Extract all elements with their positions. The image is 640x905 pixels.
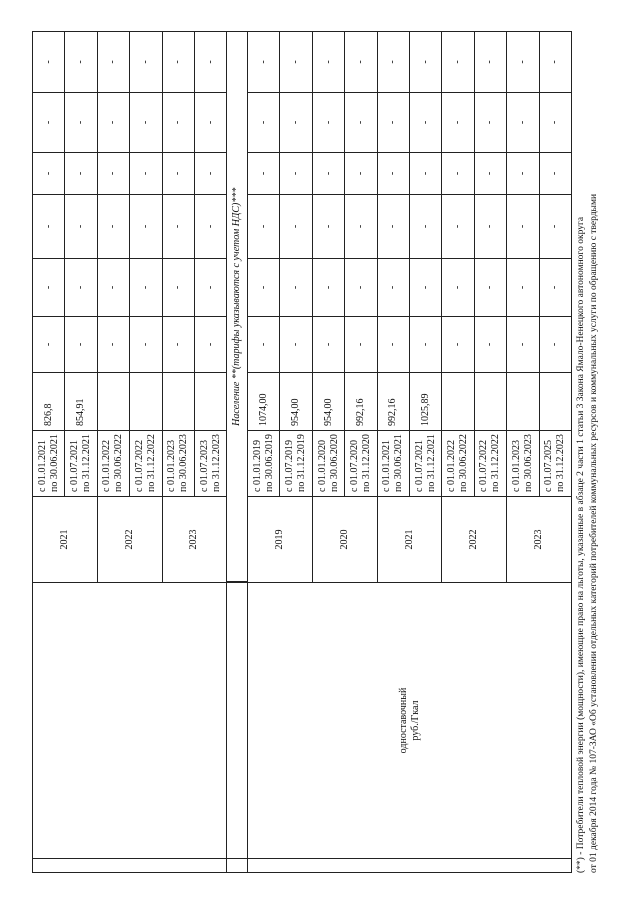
dash-cell: -	[97, 259, 129, 317]
dash-cell: -	[280, 153, 312, 195]
dash-cell: -	[162, 195, 194, 259]
blank-cell	[248, 859, 572, 873]
dash-cell: -	[97, 93, 129, 153]
tariff-value	[474, 373, 506, 431]
tariff-value: 954,00	[280, 373, 312, 431]
tariff-value	[442, 373, 474, 431]
dash-cell: -	[312, 195, 344, 259]
period-from: с 01.07.2025	[543, 440, 555, 492]
period-to: по 30.06.2022	[458, 434, 470, 492]
period-to: по 31.12.2021	[425, 434, 437, 492]
year-cell: 2023	[162, 497, 227, 583]
period-to: по 30.06.2022	[113, 434, 125, 492]
dash-cell: -	[162, 32, 194, 93]
dash-cell: -	[312, 259, 344, 317]
period-cell	[539, 431, 571, 497]
tariff-value: 1074,00	[248, 373, 280, 431]
period-cell	[65, 431, 97, 497]
period-to: по 31.12.2020	[360, 434, 372, 492]
dash-cell: -	[312, 317, 344, 373]
tariff-table	[32, 31, 572, 873]
tariff-value	[162, 373, 194, 431]
dash-cell: -	[539, 195, 571, 259]
dash-cell: -	[345, 259, 377, 317]
dash-cell: -	[97, 317, 129, 373]
dash-cell: -	[194, 195, 226, 259]
dash-cell: -	[442, 153, 474, 195]
period-to: по 31.12.2022	[490, 434, 502, 492]
dash-cell: -	[248, 195, 280, 259]
dash-cell: -	[194, 32, 226, 93]
period-cell	[410, 431, 442, 497]
section-heading-row	[227, 32, 248, 873]
period-to: по 30.06.2021	[48, 434, 60, 492]
period-from: с 01.01.2022	[446, 440, 458, 492]
tariff-value: 954,00	[312, 373, 344, 431]
year-cell: 2021	[377, 497, 442, 583]
footnote-line-1: (**) - Потребители тепловой энергии (мощности), имеющие право на льготы, указанные в абзаце 2 части 1 статьи 3 Закона Ямало-Ненецкого автономного округа	[576, 216, 586, 873]
period-to: по 30.06.2023	[522, 434, 534, 492]
period-from: с 01.01.2021	[381, 440, 393, 492]
dash-cell: -	[410, 317, 442, 373]
footnote-line-2: от 01 декабря 2014 года № 107-ЗАО «Об установлении отдельных категорий потребителей коммунальных ресурсов и коммунальных услуги по обращению с твердыми	[589, 193, 599, 873]
dash-cell: -	[507, 93, 539, 153]
dash-cell: -	[280, 32, 312, 93]
dash-cell: -	[65, 317, 97, 373]
dash-cell: -	[345, 317, 377, 373]
period-to: по 31.12.2021	[81, 434, 93, 492]
dash-cell: -	[345, 195, 377, 259]
period-cell	[377, 431, 409, 497]
dash-cell: -	[194, 93, 226, 153]
dash-cell: -	[410, 93, 442, 153]
dash-cell: -	[474, 259, 506, 317]
blank-cell	[33, 583, 227, 859]
dash-cell: -	[539, 259, 571, 317]
dash-cell: -	[377, 259, 409, 317]
tariff-value	[194, 373, 226, 431]
dash-cell: -	[65, 195, 97, 259]
dash-cell: -	[507, 32, 539, 93]
period-to: по 30.06.2021	[393, 434, 405, 492]
dash-cell: -	[194, 153, 226, 195]
dash-cell: -	[539, 317, 571, 373]
dash-cell: -	[442, 317, 474, 373]
dash-cell: -	[130, 93, 162, 153]
period-cell	[474, 431, 506, 497]
period-cell	[280, 431, 312, 497]
period-cell	[248, 431, 280, 497]
year-cell: 2022	[97, 497, 162, 583]
blank-cell	[227, 583, 248, 859]
period-cell	[97, 431, 129, 497]
tariff-type-cell	[248, 583, 572, 859]
dash-cell: -	[65, 32, 97, 93]
dash-cell: -	[539, 93, 571, 153]
dash-cell: -	[507, 153, 539, 195]
year-cell: 2022	[442, 497, 507, 583]
dash-cell: -	[442, 259, 474, 317]
period-to: по 30.06.2023	[178, 434, 190, 492]
dash-cell: -	[280, 259, 312, 317]
dash-cell: -	[162, 259, 194, 317]
dash-cell: -	[33, 32, 65, 93]
dash-cell: -	[474, 93, 506, 153]
year-cell: 2020	[312, 497, 377, 583]
dash-cell: -	[377, 153, 409, 195]
dash-cell: -	[97, 153, 129, 195]
blank-cell	[227, 859, 248, 873]
table-row	[248, 32, 280, 873]
table-body	[33, 32, 572, 873]
dash-cell: -	[410, 195, 442, 259]
dash-cell: -	[65, 153, 97, 195]
dash-cell: -	[162, 93, 194, 153]
tariff-value: 1025,89	[410, 373, 442, 431]
dash-cell: -	[474, 153, 506, 195]
dash-cell: -	[280, 195, 312, 259]
dash-cell: -	[507, 259, 539, 317]
period-to: по 30.06.2020	[328, 434, 340, 492]
tariff-value: 826,8	[33, 373, 65, 431]
dash-cell: -	[280, 93, 312, 153]
period-cell	[442, 431, 474, 497]
dash-cell: -	[33, 153, 65, 195]
period-to: по 31.12.2023	[210, 434, 222, 492]
dash-cell: -	[474, 32, 506, 93]
dash-cell: -	[474, 195, 506, 259]
dash-cell: -	[312, 93, 344, 153]
dash-cell: -	[33, 317, 65, 373]
dash-cell: -	[345, 153, 377, 195]
tariff-value: 992,16	[377, 373, 409, 431]
period-from: с 01.07.2022	[133, 440, 145, 492]
page-content	[32, 32, 608, 873]
period-from: с 01.07.2023	[198, 440, 210, 492]
dash-cell: -	[248, 93, 280, 153]
dash-cell: -	[442, 195, 474, 259]
year-cell: 2019	[248, 497, 313, 583]
dash-cell: -	[280, 317, 312, 373]
tariff-value	[130, 373, 162, 431]
blank-cell	[33, 859, 227, 873]
dash-cell: -	[194, 317, 226, 373]
dash-cell: -	[442, 32, 474, 93]
dash-cell: -	[410, 153, 442, 195]
dash-cell: -	[130, 259, 162, 317]
dash-cell: -	[65, 93, 97, 153]
dash-cell: -	[410, 32, 442, 93]
period-cell	[130, 431, 162, 497]
section-heading: Население **(тарифы указываются с учетом НДС)***	[227, 32, 248, 583]
tariff-value: 992,16	[345, 373, 377, 431]
dash-cell: -	[130, 32, 162, 93]
dash-cell: -	[194, 259, 226, 317]
period-from: с 01.07.2019	[284, 440, 296, 492]
dash-cell: -	[162, 153, 194, 195]
dash-cell: -	[33, 195, 65, 259]
table-row	[33, 32, 65, 873]
tariff-type-label: одноставочный	[397, 687, 409, 754]
dash-cell: -	[130, 317, 162, 373]
dash-cell: -	[377, 317, 409, 373]
period-from: с 01.01.2020	[316, 440, 328, 492]
tariff-type-label: руб./Гкал	[409, 700, 421, 741]
dash-cell: -	[442, 93, 474, 153]
dash-cell: -	[248, 259, 280, 317]
dash-cell: -	[345, 32, 377, 93]
dash-cell: -	[162, 317, 194, 373]
tariff-value	[539, 373, 571, 431]
dash-cell: -	[377, 93, 409, 153]
period-cell	[345, 431, 377, 497]
period-from: с 01.07.2022	[478, 440, 490, 492]
dash-cell: -	[539, 32, 571, 93]
dash-cell: -	[507, 317, 539, 373]
period-from: с 01.07.2020	[348, 440, 360, 492]
dash-cell: -	[65, 259, 97, 317]
period-from: с 01.01.2022	[101, 440, 113, 492]
dash-cell: -	[474, 317, 506, 373]
year-cell: 2021	[33, 497, 98, 583]
dash-cell: -	[312, 32, 344, 93]
period-from: с 01.01.2023	[166, 440, 178, 492]
dash-cell: -	[377, 32, 409, 93]
dash-cell: -	[507, 195, 539, 259]
dash-cell: -	[130, 153, 162, 195]
dash-cell: -	[248, 317, 280, 373]
period-from: с 01.01.2019	[251, 440, 263, 492]
dash-cell: -	[97, 195, 129, 259]
year-cell: 2023	[507, 497, 572, 583]
dash-cell: -	[539, 153, 571, 195]
dash-cell: -	[312, 153, 344, 195]
dash-cell: -	[248, 153, 280, 195]
dash-cell: -	[33, 93, 65, 153]
tariff-value	[97, 373, 129, 431]
period-to: по 31.12.2019	[296, 434, 308, 492]
footnote	[575, 32, 601, 873]
period-from: с 01.01.2021	[36, 440, 48, 492]
period-to: по 31.12.2023	[555, 434, 567, 492]
dash-cell: -	[33, 259, 65, 317]
dash-cell: -	[345, 93, 377, 153]
dash-cell: -	[377, 195, 409, 259]
period-from: с 01.07.2021	[69, 440, 81, 492]
period-to: по 31.12.2022	[145, 434, 157, 492]
period-cell	[33, 431, 65, 497]
period-from: с 01.07.2021	[413, 440, 425, 492]
period-cell	[162, 431, 194, 497]
dash-cell: -	[130, 195, 162, 259]
period-from: с 01.01.2023	[510, 440, 522, 492]
tariff-value: 854,91	[65, 373, 97, 431]
period-cell	[194, 431, 226, 497]
dash-cell: -	[248, 32, 280, 93]
period-cell	[507, 431, 539, 497]
period-to: по 30.06.2019	[263, 434, 275, 492]
tariff-value	[507, 373, 539, 431]
period-cell	[312, 431, 344, 497]
dash-cell: -	[97, 32, 129, 93]
dash-cell: -	[410, 259, 442, 317]
rotated-tariff-page	[32, 32, 608, 873]
